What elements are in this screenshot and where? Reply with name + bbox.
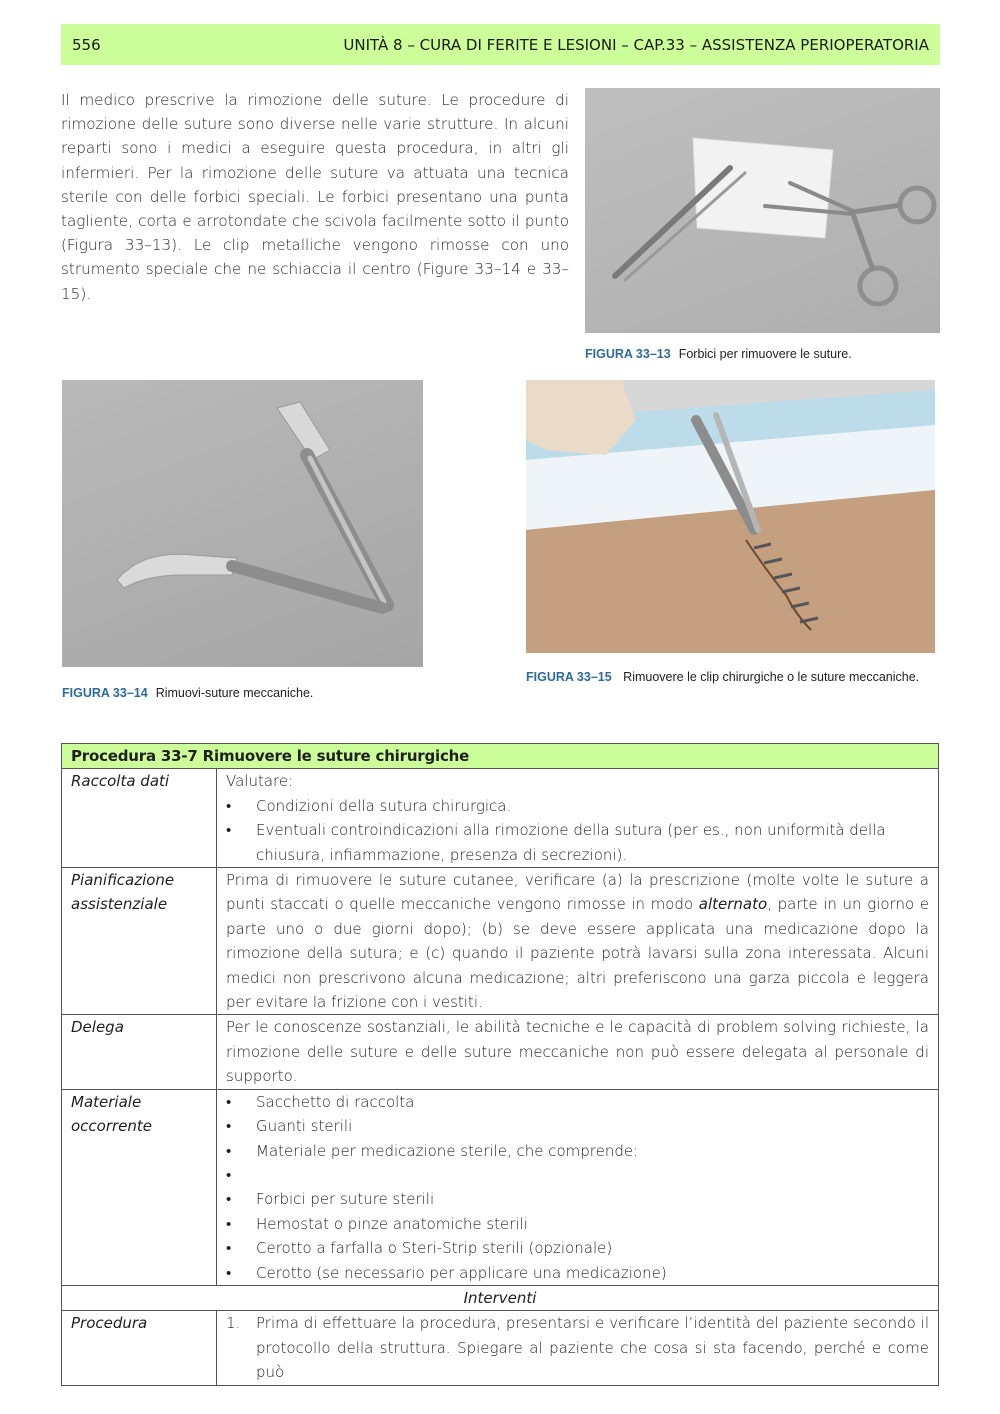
list-item: • Materiale per medicazione sterile, che comprende: xyxy=(226,1139,929,1163)
row-content xyxy=(217,769,939,868)
scissors-forceps-illustration xyxy=(585,88,940,333)
list-item: • Cerotto a farfalla o Steri-Strip sterili (opzionale) xyxy=(226,1236,929,1260)
procedure-table xyxy=(61,743,939,1386)
list-item: • Cerotto (se necessario per applicare una medicazione) xyxy=(226,1261,929,1285)
step-text: Prima di effettuare la procedura, presentarsi e verificare l’identità del paziente secondo il protocollo della struttura. Spiegare al paziente che cosa si sta facendo, perché e come può xyxy=(256,1314,929,1382)
figure-33-14-caption xyxy=(62,685,423,702)
figure-33-13-caption xyxy=(585,346,940,363)
intro-paragraph: Il medico prescrive la rimozione delle suture. Le procedure di rimozione delle suture sono diverse nelle varie strutture. In alcuni reparti sono i medici a eseguire questa procedura, in altri gli infermieri. Per la rimozione delle suture va attuata una tecnica sterile con delle forbici speciali. Le forbici presentano una punta tagliente, corta e arrotondate che scivola facilmente sotto il punto (Figura 33–13). Le clip metalliche vengono rimosse con uno strumento speciale che ne schiaccia il centro (Figure 33–14 e 33–15). xyxy=(61,91,569,303)
list-item: • Condizioni della sutura chirurgica. xyxy=(226,794,929,818)
row-label: Raccolta dati xyxy=(62,769,217,868)
row-content: Per le conoscenze sostanziali, le abilità tecniche e le capacità di problem solving richieste, la rimozione delle suture e delle suture meccaniche non può essere delegata al personale di supporto. xyxy=(217,1015,939,1089)
figure-caption-text: Rimuovere le clip chirurgiche o le suture meccaniche. xyxy=(623,670,920,684)
row-label: Delega xyxy=(62,1015,217,1089)
assessment-intro: Valutare: xyxy=(226,772,294,791)
page-number: 556 xyxy=(72,35,101,54)
table-row xyxy=(62,868,939,1015)
list-item: • Sacchetto di raccolta xyxy=(226,1090,929,1114)
row-label: Procedura xyxy=(62,1311,217,1385)
figure-label: FIGURA 33–15 xyxy=(526,670,612,684)
figure-33-15-photo xyxy=(526,380,935,653)
planning-text-2: , parte in un giorno e parte uno o due giorni dopo); (b) se deve essere applicata una medicazione dopo la rimozione della sutura; e (c) quando il paziente potrà lavarsi sulla zona interessata. Alcuni medici non prescrivono alcuna medicazione; altri preferiscono una garza piccola e leggera per evitare la frizione con i vestiti. xyxy=(226,895,930,1012)
list-item: • Hemostat o pinze anatomiche sterili xyxy=(226,1212,929,1236)
table-row xyxy=(62,769,939,868)
assessment-list xyxy=(226,794,929,867)
row-content xyxy=(217,1311,939,1385)
running-title: UNITÀ 8 – CURA DI FERITE E LESIONI – CAP.33 – ASSISTENZA PERIOPERATORIA xyxy=(343,35,929,54)
step-number: 1. xyxy=(226,1314,241,1333)
list-item: • Guanti sterili xyxy=(226,1114,929,1138)
table-row xyxy=(62,1311,939,1385)
table-row xyxy=(62,1089,939,1285)
figure-33-15-caption xyxy=(526,669,935,686)
figure-label: FIGURA 33–14 xyxy=(62,686,148,700)
row-label: Pianificazione assistenziale xyxy=(62,868,217,1015)
figure-caption-text: Forbici per rimuovere le suture. xyxy=(678,347,852,361)
figure-33-14-photo xyxy=(62,380,423,667)
table-row xyxy=(62,1015,939,1089)
interventi-heading: Interventi xyxy=(62,1285,939,1310)
procedure-title-row xyxy=(62,744,939,769)
list-item: • Eventuali controindicazioni alla rimozione della sutura (per es., non uniformità della chiusura, infiammazione, presenza di secrezioni). xyxy=(226,818,929,867)
planning-emphasis: alternato xyxy=(698,895,768,914)
planning-text-1: Prima di rimuovere le suture cutanee, verificare (a) la prescrizione (molte volte le suture a punti staccati o quelle meccaniche vengono rimosse in modo xyxy=(226,871,929,914)
figure-33-13-photo xyxy=(585,88,940,333)
procedure-step xyxy=(226,1311,929,1384)
figure-caption-text: Rimuovi-suture meccaniche. xyxy=(155,686,314,700)
row-content xyxy=(217,868,939,1015)
page-header xyxy=(61,24,940,65)
staple-remover-illustration xyxy=(62,380,423,667)
figure-label: FIGURA 33–13 xyxy=(585,347,671,361)
row-label: Materiale occorrente xyxy=(62,1089,217,1285)
list-item xyxy=(226,1163,929,1187)
clip-removal-illustration xyxy=(526,380,935,653)
list-item: • Forbici per suture sterili xyxy=(226,1187,929,1211)
row-content xyxy=(217,1089,939,1285)
procedure-title: Procedura 33-7 Rimuovere le suture chirurgiche xyxy=(62,744,939,769)
table-row xyxy=(62,1285,939,1310)
materials-list xyxy=(226,1090,929,1285)
